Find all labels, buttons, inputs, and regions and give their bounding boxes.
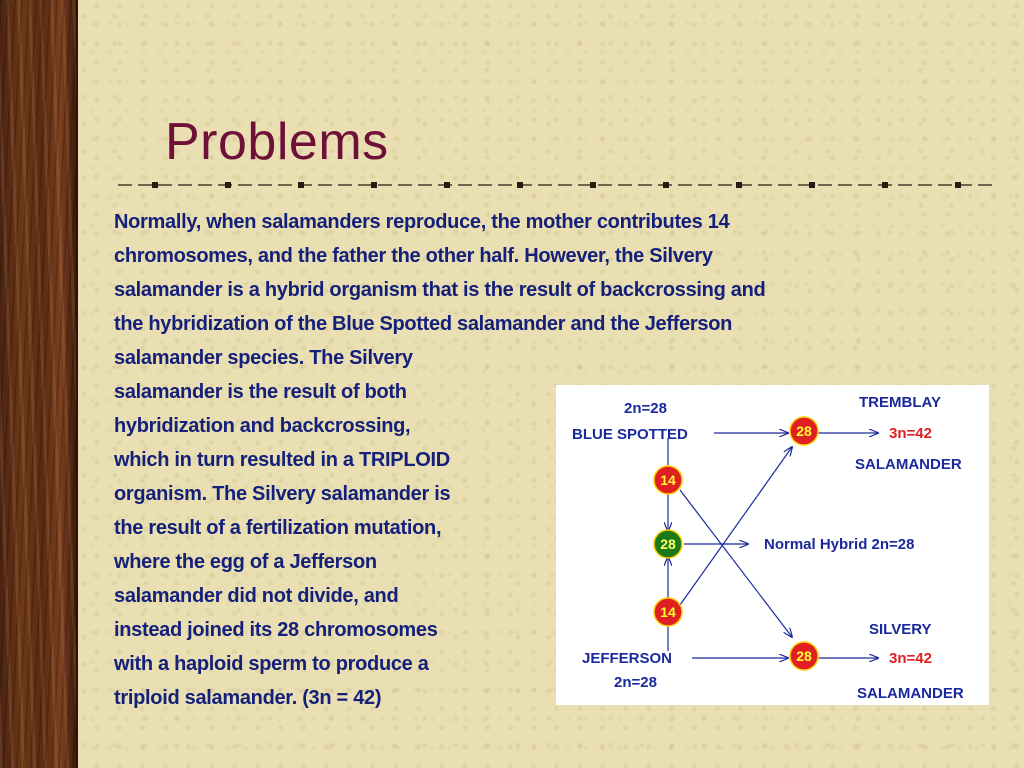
body-line: salamander is a hybrid organism that is the result of backcrossing and xyxy=(114,279,766,301)
hybridization-diagram xyxy=(556,385,989,705)
silvery-result: 3n=42 xyxy=(889,650,932,667)
body-line: Normally, when salamanders reproduce, the mother contributes 14 xyxy=(114,211,730,233)
body-line: the result of a fertilization mutation, xyxy=(114,517,442,539)
blue-spotted-ploidy: 2n=28 xyxy=(624,400,667,417)
body-line: salamander is the result of both xyxy=(114,381,407,403)
body-line: triploid salamander. (3n = 42) xyxy=(114,687,382,709)
body-line: salamander did not divide, and xyxy=(114,585,399,607)
body-line: where the egg of a Jefferson xyxy=(114,551,377,573)
body-line: with a haploid sperm to produce a xyxy=(114,653,429,675)
body-line: instead joined its 28 chromosomes xyxy=(114,619,438,641)
top-gamete-circle xyxy=(654,466,682,494)
svg-text:28: 28 xyxy=(796,648,812,664)
tremblay-circle xyxy=(790,417,818,445)
body-line: which in turn resulted in a TRIPLOID xyxy=(114,449,450,471)
tremblay-label-line2: SALAMANDER xyxy=(855,456,962,473)
body-line: chromosomes, and the father the other half. However, the Silvery xyxy=(114,245,713,267)
body-line: the hybridization of the Blue Spotted salamander and the Jefferson xyxy=(114,313,733,335)
silvery-circle xyxy=(790,642,818,670)
svg-text:14: 14 xyxy=(660,472,676,488)
diagram-svg xyxy=(556,385,989,705)
jefferson-label: JEFFERSON xyxy=(582,650,673,667)
cross-line-up xyxy=(680,447,792,605)
body-line: organism. The Silvery salamander is xyxy=(114,483,451,505)
body-line: hybridization and backcrossing, xyxy=(114,415,411,437)
dashed-divider xyxy=(118,178,994,192)
wood-border xyxy=(0,0,78,768)
tremblay-label-line1: TREMBLAY xyxy=(859,394,941,411)
bottom-gamete-circle xyxy=(654,598,682,626)
jefferson-ploidy: 2n=28 xyxy=(614,674,657,691)
middle-zygote-circle xyxy=(654,530,682,558)
body-line: salamander species. The Silvery xyxy=(114,347,413,369)
svg-text:28: 28 xyxy=(660,536,676,552)
svg-text:28: 28 xyxy=(796,423,812,439)
silvery-label-line2: SALAMANDER xyxy=(857,685,964,702)
tremblay-result: 3n=42 xyxy=(889,425,932,442)
normal-hybrid-label: Normal Hybrid 2n=28 xyxy=(764,536,915,553)
svg-text:14: 14 xyxy=(660,604,676,620)
slide-title: Problems xyxy=(165,113,389,171)
blue-spotted-label: BLUE SPOTTED xyxy=(572,426,688,443)
cross-line-down xyxy=(680,490,792,637)
silvery-label-line1: SILVERY xyxy=(869,621,932,638)
